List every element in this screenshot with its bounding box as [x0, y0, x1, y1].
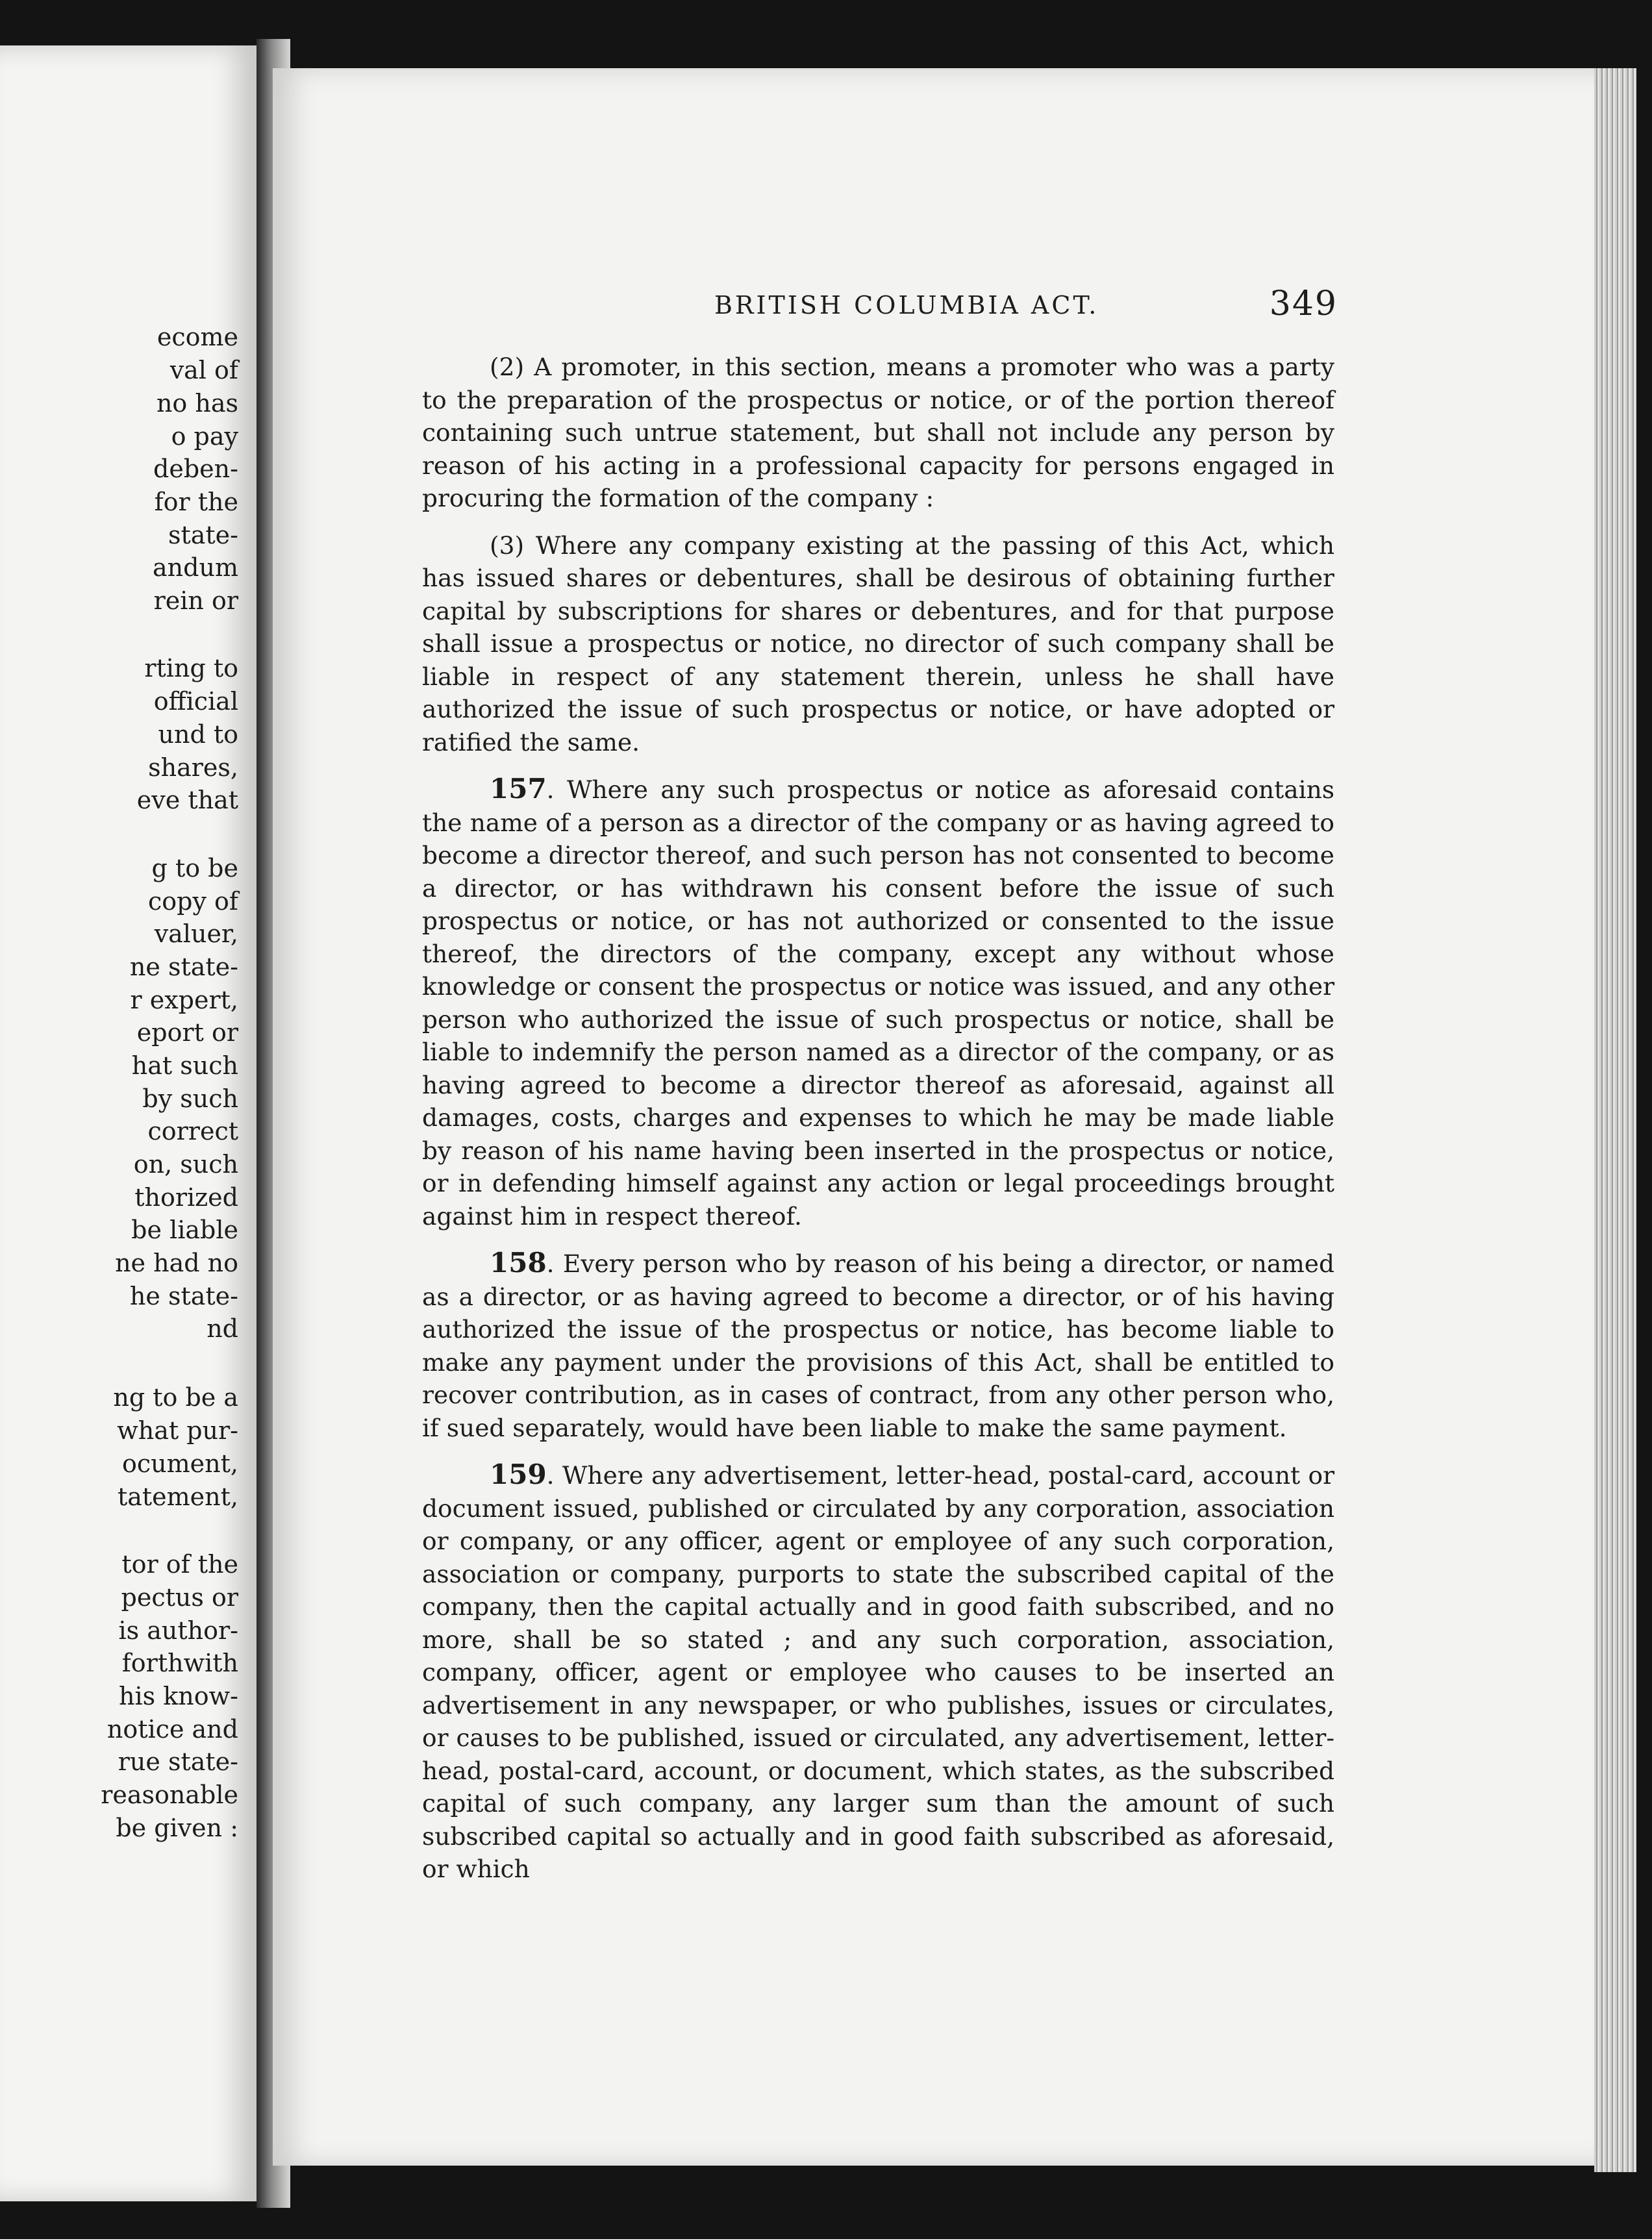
left-page-line: g to be: [151, 854, 238, 882]
left-page-line: he state-: [129, 1282, 238, 1310]
subsection-2: (2) A promoter, in this section, means a promoter who was a party to the preparation of the prospectus or notice, or of the portion thereof containing such untrue statement, but shall not include any person by reason of his acting in a professional capacity for persons engaged in procuring the formation of the company :: [422, 353, 1334, 512]
left-page-line: thorized: [134, 1183, 238, 1212]
left-page-line: tatement,: [117, 1482, 238, 1511]
section-159: [422, 1458, 1334, 1886]
book-fore-edge: [1594, 68, 1636, 2172]
left-page-line: deben-: [153, 455, 238, 483]
left-facing-page: [0, 45, 257, 2201]
left-page-line: correct: [147, 1117, 238, 1145]
left-page-line: nd: [206, 1314, 238, 1343]
left-page-line: andum: [153, 553, 238, 582]
running-title: BRITISH COLUMBIA ACT.: [714, 291, 1099, 319]
left-page-line: notice and: [106, 1715, 238, 1744]
left-page-line: by such: [142, 1084, 238, 1113]
left-page-line: forthwith: [121, 1649, 238, 1677]
left-page-line: official: [153, 687, 238, 716]
left-page-line: ecome: [156, 323, 238, 351]
left-page-line: valuer,: [154, 919, 238, 948]
left-page-line: is author-: [118, 1616, 238, 1645]
left-page-line: copy of: [148, 887, 238, 916]
left-page-line: state-: [168, 521, 238, 549]
left-page-line: ng to be a: [113, 1383, 238, 1412]
left-page-line: for the: [154, 488, 238, 516]
page-header: [429, 284, 1338, 330]
section-158: [422, 1247, 1334, 1444]
left-page-line: hat such: [131, 1051, 238, 1080]
left-page-line: his know-: [119, 1682, 238, 1710]
left-page-line: what pur-: [117, 1416, 238, 1445]
left-page-line: pectus or: [121, 1583, 238, 1612]
left-page-line: rting to: [144, 654, 238, 682]
left-page-line: rein or: [153, 586, 238, 615]
left-page-line: tor of the: [121, 1550, 238, 1579]
page-body: [422, 351, 1334, 1900]
section-number: 158: [490, 1247, 547, 1279]
left-page-line: eve that: [136, 786, 238, 814]
left-page-line: on, such: [133, 1150, 238, 1179]
section-157: [422, 773, 1334, 1232]
left-page-line: ocument,: [122, 1449, 238, 1478]
left-page-line: ne had no: [115, 1249, 238, 1277]
left-page-line: be liable: [131, 1216, 238, 1244]
left-page-line: shares,: [148, 753, 238, 782]
left-page-line: rue state-: [118, 1747, 238, 1776]
left-page-line: reasonable: [101, 1781, 238, 1809]
section-text: . Every person who by reason of his being a director, or named as a director, or as having agreed to become a director, or of his having authorized the issue of the prospectus or notice, has become liable to make any payment under the provisions of this Act, shall be entitled to recover contribution, as in cases of contract, from any other person who, if sued separately, would have been liable to make the same payment.: [422, 1249, 1334, 1442]
section-number: 159: [490, 1458, 547, 1490]
left-page-line: be given :: [116, 1814, 238, 1842]
left-page-line: eport or: [136, 1018, 238, 1047]
subsection-3: (3) Where any company existing at the passing of this Act, which has issued shares or debentures, shall be desirous of obtaining further capital by subscriptions for shares or debentures, and for that purpose shall issue a prospectus or notice, no director of such company shall be liable in respect of any statement therein, unless he shall have authorized the issue of such prospectus or notice, or have adopted or ratified the same.: [422, 531, 1334, 757]
left-page-line: val of: [169, 356, 238, 384]
left-page-line: ne state-: [129, 953, 238, 981]
page-number: 349: [1269, 284, 1338, 323]
left-page-line: no has: [156, 389, 238, 418]
left-page-line: r expert,: [130, 986, 238, 1014]
left-page-line: und to: [158, 720, 238, 749]
left-page-line: o pay: [171, 422, 238, 451]
section-text: . Where any advertisement, letter-head, postal-card, account or document issued, published or circulated by any corporation, association or company, or any officer, agent or employee of any such corporation, association or company, purports to state the subscribed capital of the company, then the capital actually and in good faith subscribed, and no more, shall be so stated ; and any such corporation, association, company, officer, agent or employee who causes to be inserted an advertisement in any newspaper, or who publishes, issues or circulates, or causes to be published, issued or circulated, any advertisement, letter-head, postal-card, account, or document, which states, as the subscribed capital of such company, any larger sum than the amount of such subscribed capital so actually and in good faith subscribed as aforesaid, or which: [422, 1461, 1334, 1883]
section-text: . Where any such prospectus or notice as aforesaid contains the name of a person as a director of the company or as having agreed to become a director thereof, and such person has not consented to become a director, or has withdrawn his consent before the issue of such prospectus or notice, or has not authorized or consented to the issue thereof, the directors of the company, except any without whose knowledge or consent the prospectus or notice was issued, and any other person who authorized the issue of such prospectus or notice, shall be liable to indemnify the person named as a director of the company, or as having agreed to become a director thereof as aforesaid, against all damages, costs, charges and expenses to which he may be made liable by reason of his name having been inserted in the prospectus or notice, or in defending himself against any action or legal proceedings brought against him in respect thereof.: [422, 775, 1334, 1231]
section-number: 157: [490, 773, 547, 805]
